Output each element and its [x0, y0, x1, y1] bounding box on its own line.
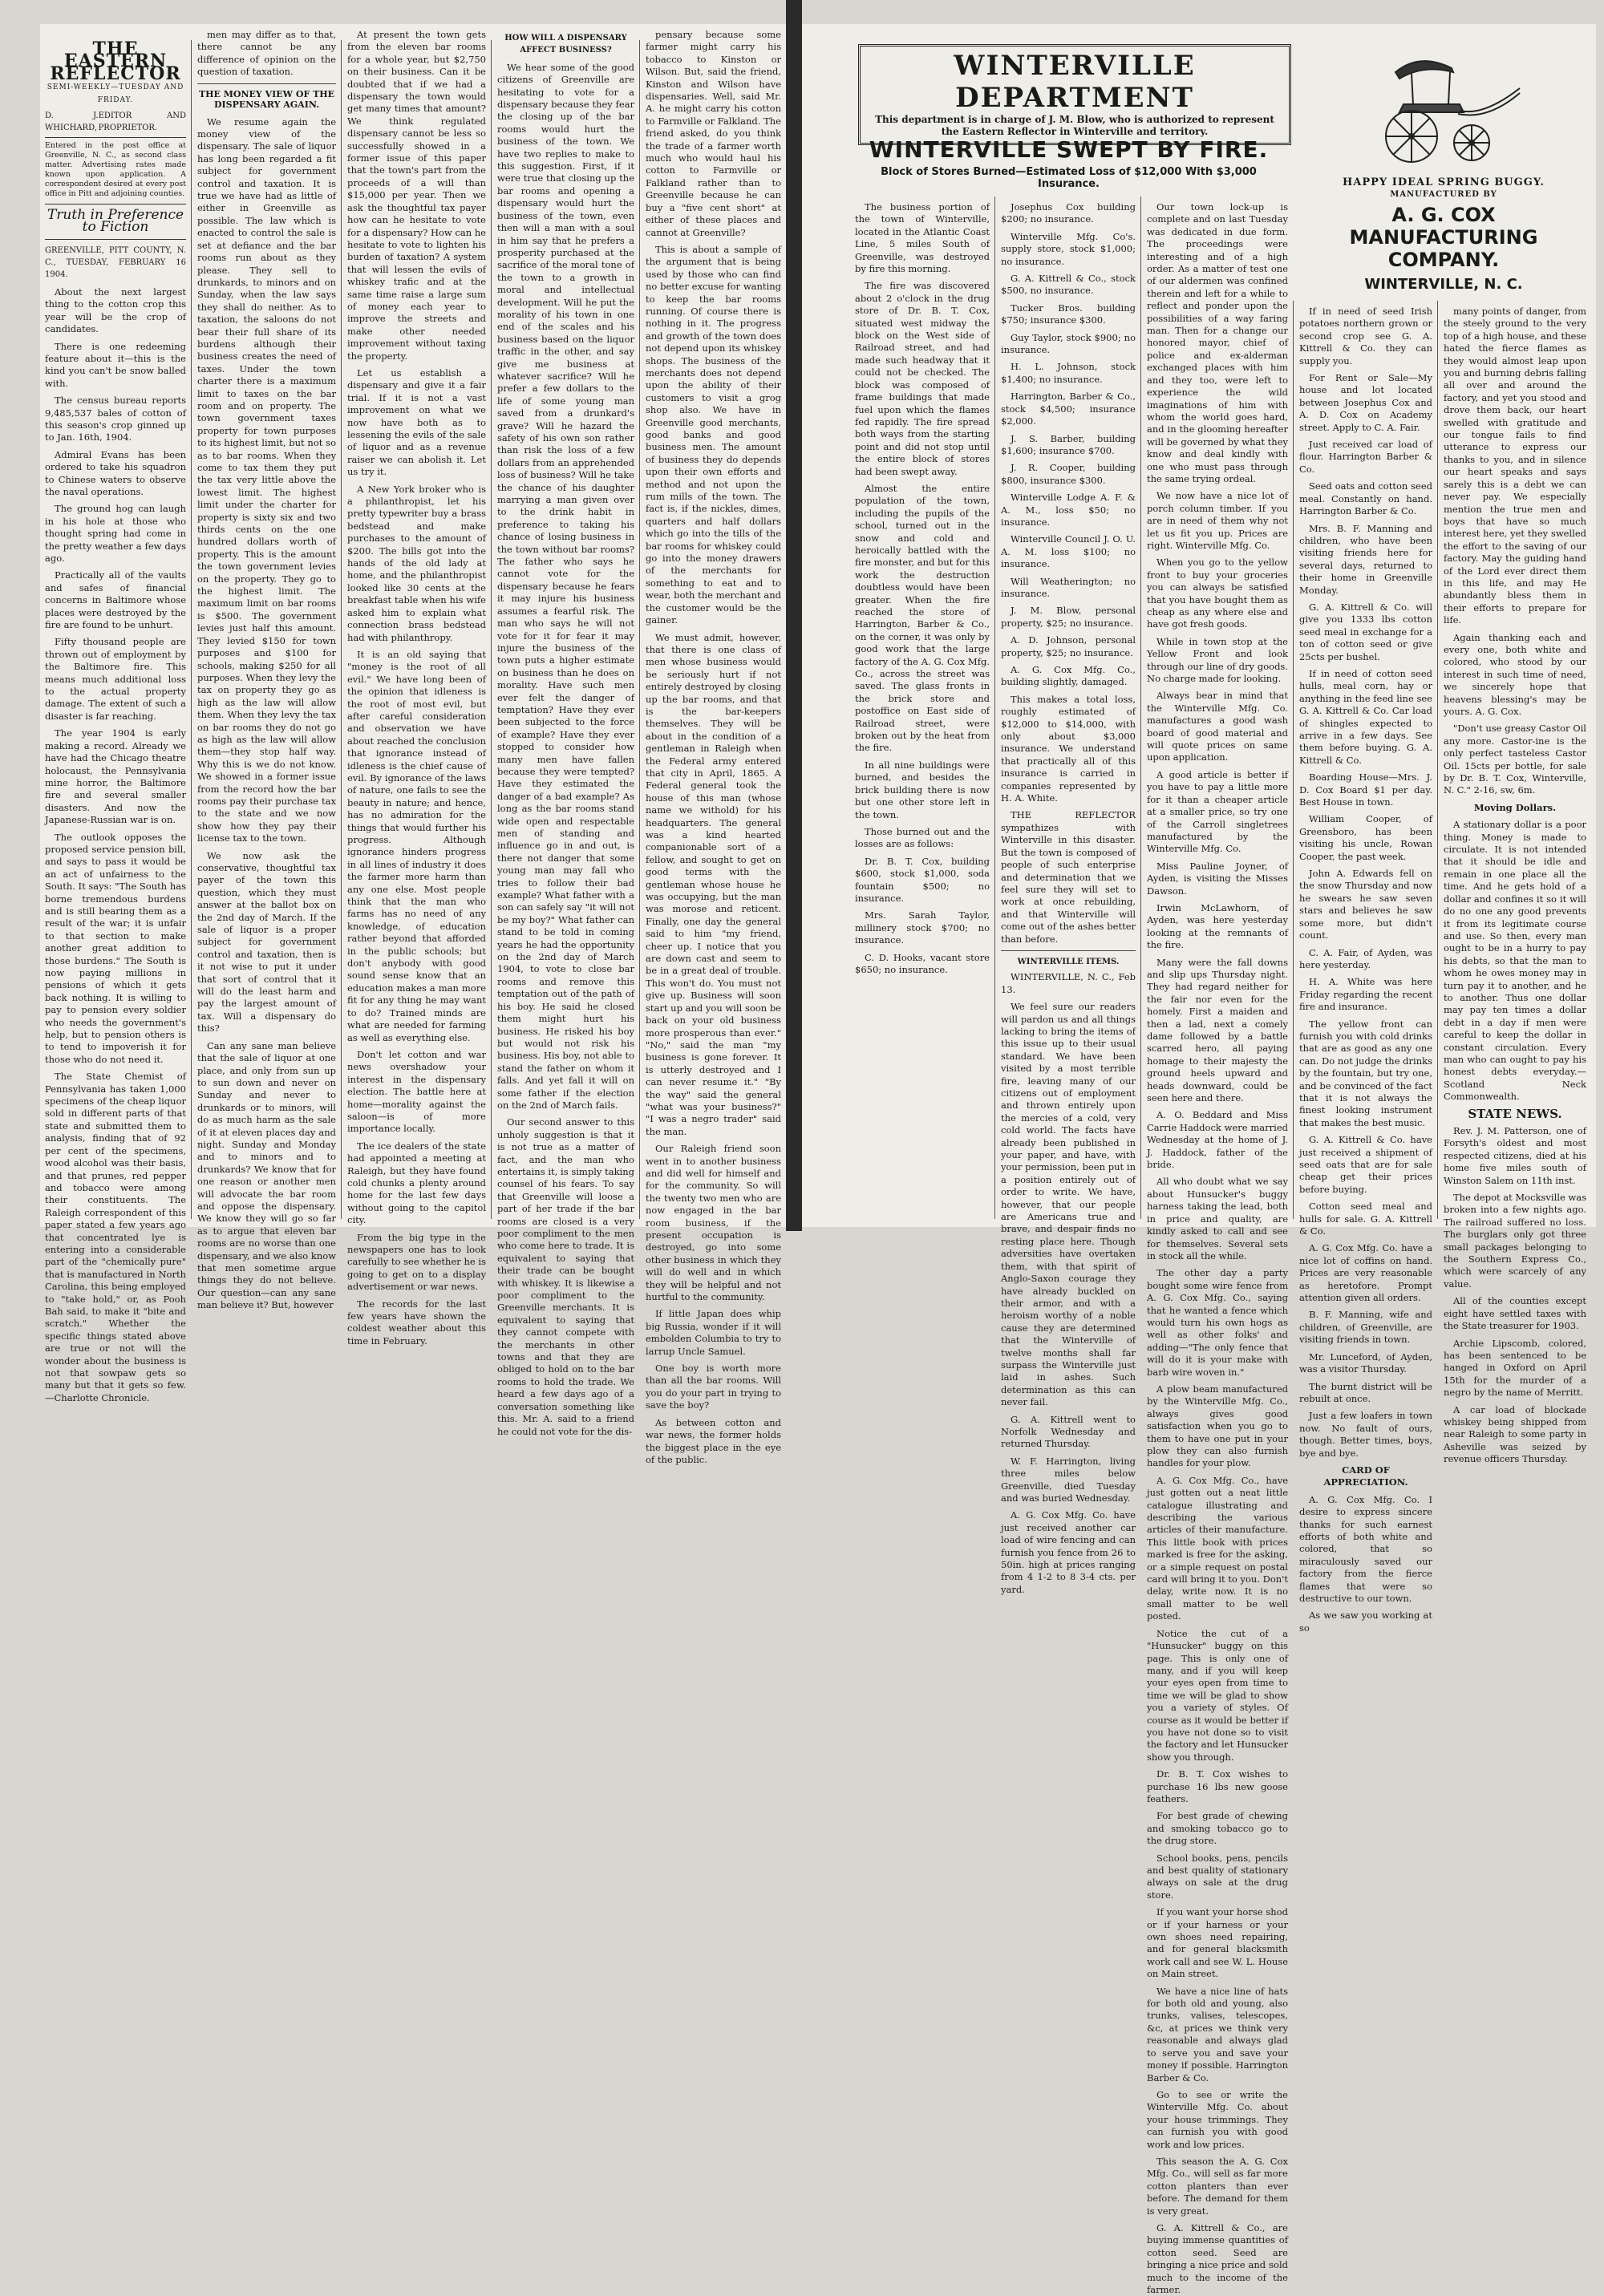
column-rule — [1437, 301, 1438, 1219]
editorial-headline: THE MONEY VIEW OF THE DISPENSARY AGAIN. — [198, 88, 335, 110]
article-paragraph: Moving Dollars. — [1473, 801, 1557, 813]
right-col2-paragraphs — [1001, 201, 1136, 946]
article-paragraph: Archie Lipscomb, colored, has been sentenced to be hanged in Oxford on April 15th for the murder of a negro by the name of Merritt. — [1444, 1337, 1586, 1399]
article-paragraph: The business portion of the town of Winterville, located in the Atlantic Coast Line, 5 miles South of Greenville, was destroyed by fire this morning. — [855, 201, 990, 275]
article-paragraph: Cotton seed meal and hulls for sale. G. A. Kittrell & Co. — [1299, 1201, 1432, 1237]
winterville-title: WINTERVILLE DEPARTMENT — [954, 50, 1196, 114]
article-paragraph: Winterville Mfg. Co's. supply store, stock $1,000; no insurance. — [1001, 230, 1136, 267]
article-paragraph: Go to see or write the Winterville Mfg. Co. about your house trimmings. They can furnish you with good work and low prices. — [1147, 2088, 1288, 2150]
article-paragraph: Just a few loafers in town now. No fault of ours, though. Better times, boys, bye and bye. — [1299, 1410, 1432, 1459]
left-col2-paragraphs — [197, 116, 336, 1312]
article-paragraph: Notice the cut of a "Hunsucker" buggy on this page. This is only one of many, and if you will keep your eyes open from time to time we will be glad to show you a variety of styles. Of course as it would be better if you have not done so to visit the factory and let Hunsucker show you through. — [1147, 1627, 1288, 1763]
article-paragraph: G. A. Kittrell & Co. will give you 1333 lbs cotton seed meal in exchange for a ton of cotton seed or give 25cts per bushel. — [1299, 601, 1432, 662]
article-paragraph: G. A. Kittrell & Co., are buying immense quantities of cotton seed. Seed are bringing a nice price and sold much to the income of the farmer. — [1147, 2221, 1288, 2295]
article-paragraph: John A. Edwards fell on the snow Thursday and now he swears he saw seven stars and believes he saw some more, but didn't count. — [1299, 868, 1432, 941]
article-paragraph: Winterville Council J. O. U. A. M. loss $100; no insurance. — [1001, 533, 1136, 570]
article-paragraph: pensary because some farmer might carry his tobacco to Kinston or Wilson. But, said the friend, Kinston and Wilson have dispensaries. Well, said Mr. A. he might carry his cotton to Farmville or Falkland. The friend asked, do you think the trade of a farmer worth much who would haul his cotton to Farmville or Falkland rather than to Greenville because he can buy a "five cent short" at either of these places and cannot at Greenville? — [646, 29, 781, 238]
article-paragraph: If in need of seed Irish potatoes northern grown or second crop see G. A. Kittrell & Co. they can supply you. — [1299, 306, 1432, 366]
column-rule — [341, 40, 342, 1219]
right-column-2 — [996, 196, 1140, 1595]
right-column-1 — [850, 196, 994, 1227]
article-paragraph: A. G. Cox Mfg. Co. I desire to express sincere thanks for such earnest efforts of both white and colored, that so miraculously saved our factory from the fierce flames that were so destructive to our town. — [1299, 1493, 1432, 1604]
masthead-publisher-line — [45, 110, 186, 138]
column-rule — [1140, 196, 1141, 1219]
buggy-advertisement — [1307, 40, 1580, 301]
article-paragraph: Dr. B. T. Cox, building $600, stock $1,000, soda fountain $500; no insurance. — [855, 855, 990, 904]
article-paragraph: Almost the entire population of the town, including the pupils of the school, turned out in the snow and cold and heroically battled with the fire monster, and but for this work the destruction doubtless would have been greater. When the fire reached the store of Harrington, Barber & Co., on the corner, it was only by good work that the large factory of the A. G. Cox Mfg. Co., across the street was saved. The glass fronts in the brick store and postoffice on East side of Railroad street, were broken out by the heat from the fire. — [855, 482, 990, 754]
ad-location: WINTERVILLE, N. C. — [1364, 276, 1523, 293]
right-column-3 — [1142, 196, 1293, 2295]
right-col2-items — [1001, 971, 1136, 1596]
article-paragraph: Admiral Evans has been ordered to take his squadron to Chinese waters to observe the naval operations. — [45, 448, 186, 497]
column-rule — [491, 40, 492, 1219]
article-paragraph: Dr. B. T. Cox wishes to purchase 16 lbs new goose feathers. — [1147, 1768, 1288, 1804]
article-paragraph: A. G. Cox Mfg. Co., have just gotten out a neat little catalogue illustrating and describing the various articles of their manufacture. This little book with prices marked is free for the asking, or a simple request on postal card will bring it to you. Don't delay, write now. It is no small matter to be well posted. — [1147, 1474, 1288, 1622]
divider — [1001, 950, 1136, 951]
article-paragraph: If you want your horse shod or if your harness or your own shoes need repairing, and for general blacksmith work call and see W. L. House on Main street. — [1147, 1906, 1288, 1980]
article-paragraph: The other day a party bought some wire fence from A. G. Cox Mfg. Co., saying that he wanted a fence which would turn his own hogs as well as other folks' and adding—"The only fence that will do it is your make with barb wire woven in." — [1147, 1267, 1288, 1378]
article-paragraph: Fifty thousand people are thrown out of employment by the Baltimore fire. This means much additional loss to the actual property damage. The extent of such a disaster is far reaching. — [45, 636, 186, 722]
left-col4-paragraphs — [497, 62, 634, 1438]
article-paragraph: The burnt district will be rebuilt at once. — [1299, 1380, 1432, 1404]
article-paragraph: Can any sane man believe that the sale of liquor at one place, and only from sun up to sun down and never on Sunday and never to drunkards or to minors, will do as much harm as the sale of it at eleven places day and night. Sunday and Monday and to minors and to drunkards? We know that for one reason or another men will advocate the bar room and oppose the dispensary. We know they will go so far as to argue that eleven bar rooms are no worse than one dispensary, and we also know that men sometime argue things they do not believe. Our question—can any sane man believe it? But, however — [197, 1039, 336, 1311]
right-column-4 — [1294, 301, 1437, 1634]
page-gutter — [786, 0, 802, 1231]
article-paragraph: H. A. White was here Friday regarding the recent fire and insurance. — [1299, 976, 1432, 1013]
article-paragraph: STATE NEWS. — [1468, 1106, 1562, 1121]
left-col1-paragraphs — [45, 286, 186, 1404]
right-column-5 — [1439, 301, 1591, 1465]
article-paragraph: Irwin McLawhorn, of Ayden, was here yesterday looking at the remnants of the fire. — [1147, 901, 1288, 951]
article-paragraph: A plow beam manufactured by the Winterville Mfg. Co., always gives good satisfaction when you go to them to have one put in your plow they can also furnish handles for your plow. — [1147, 1383, 1288, 1469]
article-paragraph: Practically all of the vaults and safes of financial concerns in Baltimore whose places were destroyed by the fire are found to be unhurt. — [45, 569, 186, 631]
fire-headline-block — [850, 136, 1287, 190]
article-paragraph: Mr. Lunceford, of Ayden, was a visitor Thursday. — [1299, 1350, 1432, 1375]
article-paragraph: B. F. Manning, wife and children, of Greenville, are visiting friends in town. — [1299, 1309, 1432, 1346]
article-paragraph: This is about a sample of the argument that is being used by those who can find no better excuse for wanting to keep the bar rooms running. Of course there is nothing in it. The progress and growth of the town does not depend upon its whiskey shops. The business of the merchants does not depend upon the ability of their customers to visit a grog shop also. We have in Greenville good merchants, good banks and good business men. The amount of business they do depends upon their own efforts and method and not upon the rum mills of the town. The fact is, if the nickles, dimes, quarters and half dollars which go into the tills of the bar rooms for whiskey could go into the money drawers of the merchants for something to eat and to wear, both the merchant and the customer would be the gainer. — [646, 243, 781, 626]
article-paragraph: A good article is better if you have to pay a little more for it than a cheaper article at a smaller price, so try one of the Carroll singletrees manufactured by the Winterville Mfg. Co. — [1147, 768, 1288, 855]
motto: Truth in Preference to Fiction — [45, 204, 186, 240]
article-paragraph: The depot at Mocksville was broken into a few nights ago. The railroad suffered no loss. The burglars only got three small packages belonging to the Southern Express Co., which were scarcely of any value. — [1444, 1192, 1587, 1290]
article-paragraph: men may differ as to that, there cannot be any difference of opinion on the question of taxation. — [197, 29, 336, 78]
article-paragraph: Our Raleigh friend soon went in to another business and did well for himself and for the community. So will the twenty two men who are now engaged in the bar room business, if the present occupation is destroyed, go into some other business in which they will do well and in which they will be helpful and not hurtful to the community. — [646, 1143, 781, 1303]
article-paragraph: William Cooper, of Greensboro, has been visiting his uncle, Rowan Cooper, the past week. — [1299, 813, 1432, 862]
article-paragraph: One boy is worth more than all the bar rooms. Will you do your part in trying to save the boy? — [646, 1363, 781, 1411]
article-paragraph: W. F. Harrington, living three miles below Greenville, died Tuesday and was buried Wednesday. — [1001, 1455, 1136, 1504]
article-paragraph: If little Japan does whip big Russia, wonder if it will embolden Columbia to try to larrup Uncle Samuel. — [646, 1308, 781, 1357]
article-paragraph: The yellow front can furnish you with cold drinks that are as good as any one can. Do not judge the drinks by the fountain, but try one, and be convinced of the fact that it is not always the finest looking instrument that makes the best music. — [1299, 1018, 1432, 1128]
article-paragraph: J. M. Blow, personal property, $25; no insurance. — [1001, 605, 1136, 629]
article-paragraph: Always bear in mind that the Winterville Mfg. Co. manufactures a good wash board of good material and will quote prices on same upon application. — [1147, 690, 1288, 763]
buggy-illustration — [1363, 40, 1524, 168]
article-paragraph: Again thanking each and every one, both white and colored, who stood by our interest in such time of need, we sincerely hope that heavens blessing's may be yours. A. G. Cox. — [1444, 631, 1586, 717]
left-column-5 — [641, 24, 786, 1465]
article-paragraph: While in town stop at the Yellow Front and look through our line of dry goods. No charge made for looking. — [1147, 635, 1288, 685]
article-paragraph: Winterville Lodge A. F. & A. M., loss $50; no insurance. — [1001, 492, 1136, 528]
article-paragraph: School books, pens, pencils and best quality of stationary always on sale at the drug store. — [1147, 1852, 1288, 1901]
article-paragraph: C. D. Hooks, vacant store $650; no insurance. — [855, 951, 990, 975]
publisher-role: EDITOR AND PROPRIETOR. — [98, 111, 186, 133]
article-paragraph: The year 1904 is early making a record. Already we have had the Chicago theatre holocaust, the Pennsylvania mine horror, the Baltimore fire and several smaller disasters. And now the Japanese-Russian war is on. — [45, 727, 186, 826]
divider — [197, 83, 336, 84]
article-paragraph: Miss Pauline Joyner, of Ayden, is visiting the Misses Dawson. — [1147, 860, 1288, 897]
article-paragraph: A. G. Cox Mfg. Co., building slightly, damaged. — [1001, 664, 1136, 688]
article-paragraph: A car load of blockade whiskey being shipped from near Raleigh to some party in Asheville was seized by revenue officers Thursday. — [1444, 1403, 1586, 1465]
left-page — [40, 24, 786, 1465]
article-paragraph: The ground hog can laugh in his hole at those who thought spring had come in the pretty weather a few days ago. — [45, 503, 186, 564]
article-paragraph: We now have a nice lot of porch column timber. If you are in need of them why not let us fit you up. Prices are right. Winterville Mfg. Co. — [1147, 490, 1288, 551]
article-paragraph: A. G. Cox Mfg. Co. have a nice lot of coffins on hand. Prices are very reasonable as heretofore. Prompt attention given all orders. — [1299, 1242, 1432, 1304]
article-paragraph: All who doubt what we say about Hunsucker's buggy harness taking the lead, both in price and quality, are kindly asked to call and see for themselves. Several sets in stock all the while. — [1147, 1176, 1288, 1261]
article-paragraph: It is an old saying that "money is the root of all evil." We have long been of the opinion that idleness is the root of most evil, but after careful consideration and observation we have about reached the conclusion that ignorance instead of idleness is the chief cause of evil. By ignorance of the laws of nature, one fails to see the beauty in nature; and hence, has no admiration for the things that would further his progress. Although ignorance hinders progress in all lines of industry it does the farmer more harm than any one else. Most people think that the man who farms has no need of any knowledge, of education rather beyond that afforded in the public schools; but don't anybody with good sound sense know that an education makes a man more fit for any thing he may want to do? Trained minds are what are needed for farming as well as everything else. — [347, 648, 486, 1043]
article-paragraph: The records for the last few years have shown the coldest weather about this time in February. — [347, 1298, 486, 1346]
article-paragraph: G. A. Kittrell & Co., stock $500, no insurance. — [1001, 273, 1136, 297]
article-paragraph: J. R. Cooper, building $800, insurance $300. — [1001, 462, 1136, 486]
article-paragraph: many points of danger, from the steely ground to the very top of a high house, and these hated the fierce flames as they would almost leap upon you and burning debris falling all over and around the factory, and yet you stood and drove them back, our heart swelled with gratitude and our tongue fails to find utterance to express our thanks to you, and in silence our heart speaks and says sarely this is a debt we can never pay. We especially mention the true men and boys that have so much interest here, yet they swelled the effort to the saving of our factory. May the guiding hand of the Lord ever direct them in this life, and may He abundantly bless them in their efforts to prepare for life. — [1444, 306, 1586, 626]
article-paragraph: Our town lock-up is complete and on last Tuesday was dedicated in due form. The proceedings were interesting and of a high order. As a matter of test one of our aldermen was confined therein and left for a while to reflect and ponder upon the possibilities of a way faring man. Then for a change our honored mayor, chief of police and ex-alderman exchanged places with him and they too, were left to experience the wild imaginations of him with whom the world goes hard, and in the glooming hereafter will be governed by what they know and deal kindly with one who must pass through the same trying ordeal. — [1147, 201, 1288, 484]
article-paragraph: G. A. Kittrell & Co. have just received a shipment of seed oats that are for sale cheap get their prices before buying. — [1299, 1134, 1432, 1195]
left-col5-paragraphs — [646, 29, 781, 1466]
column-rule — [1293, 301, 1294, 1219]
article-paragraph: For Rent or Sale—My house and lot located between Josephus Cox and A. D. Cox on Academy street. Apply to C. A. Fair. — [1299, 372, 1432, 433]
masthead-title: THE EASTERN REFLECTOR — [50, 38, 181, 84]
article-paragraph: Josephus Cox building $200; no insurance. — [1001, 201, 1136, 225]
left-column-4 — [492, 24, 639, 1437]
article-paragraph: About the next largest thing to the cotton crop this year will be the crop of candidates. — [45, 285, 186, 335]
column-rule — [639, 40, 640, 1219]
right-page — [802, 24, 1596, 2295]
article-paragraph: A. D. Johnson, personal property, $25; no insurance. — [1001, 634, 1136, 658]
article-paragraph: Don't let cotton and war news overshadow your interest in the dispensary election. The battle here at home—morality against the saloon—is of more importance locally. — [347, 1048, 486, 1135]
article-paragraph: At present the town gets from the eleven bar rooms for a whole year, but $2,750 on their business. Can it be doubted that if we had a dispensary the town would get many times that amount? We think regulated dispensary cannot be less so successfully showed in a former issue of this paper that the town's part from the proceeds of a will than $15,000 per year. Then we ask the thoughtful tax payer how can he hesitate to vote for a dispensary? How can he hesitate to vote to lighten his burden of taxation? A system that will lessen the evils of whiskey trafic and at the same time raise a large sum of money each year to improve the streets and make other needed improvement without taxing the property. — [347, 29, 486, 362]
article-paragraph: We resume again the money view of the dispensary. The sale of liquor has long been regarded a fit subject for government control and taxation. It is true we have had as little of either in Greenville as possible. The law which is enacted to control the sale is set at defiance and the bar rooms run about as they please. They sell to drunkards, to minors and on Sunday, when the law says they shall do neither. As to taxation, the saloons do not bear their full share of its burdens although their business creates the need of taxes. Under the town charter there is a maximum limit to taxes on the bar room and on property. The town government taxes property for town purposes to its highest limit, but not so as to bar rooms. When they come to tax them they put the tax very little above the lowest limit. The highest limit under the charter for property is sixty six and two thirds cents on the one hundred dollars worth of property. This is the amount the town government levies on the property. They go to the highest limit. The maximum limit on bar rooms is $500. The government levies just half this amount. They levied $150 for town purposes and $100 for schools, making $250 for all purposes. When they levy the tax on property they go as high as the law will allow them. When they levy the tax on bar rooms they do not go as high as the law will allow them—they stop half way. Why this is we do not know. We showed in a former issue from the record how the bar rooms pay their purchase tax to the state and we now show how they pay their license tax to the town. — [197, 115, 336, 844]
left-column-1 — [40, 24, 191, 1403]
article-paragraph: The outlook opposes the proposed service pension bill, and says to pass it would be an act of unfairness to the South. It says: "The South has borne tremendous burdens and is still bearing them as a result of the war; it is unfair to that section to make another great addition to those burdens." The South is now paying millions in pensions of which it gets back nothing. It is willing to pay to pension every soldier who needs the government's help, but to pension others is to tend to impoverish it for those who do not need it. — [45, 831, 186, 1065]
article-paragraph: We must admit, however, that there is one class of men whose business would be seriously hurt if not entirely destroyed by closing up the bar rooms, and that is the bar-keepers themselves. They will be about in the condition of a gentleman in Raleigh when the Federal army entered that city in April, 1865. A Federal general took the house of this man (whose name we withold) for his headquarters. The general was a kind hearted companionable sort of a fellow, and sought to get on good terms with the gentleman whose house he was occupying, but the man was morose and reticent. Finally, one day the general said to him "my friend, cheer up. I notice that you are down cast and seem to be in a great deal of trouble. This won't do. You must not give up. Business will soon start up and you will soon be back on your old business more prosperous than ever." "No," said the man "my business is gone forever. It is utterly destroyed and I can never resume it." "By the way" said the general "what was your business?" "I was a negro trader" said the man. — [646, 631, 781, 1137]
article-paragraph: Mrs. B. F. Manning and children, who have been visiting friends here for several days, returned to their home in Greenville Monday. — [1299, 522, 1432, 596]
article-paragraph: We now ask the conservative, thoughtful tax payer of the town this question, which they must answer at the ballot box on the 2nd day of March. If the sale of liquor is a proper subject for government control and taxation, then is it not wise to put it under that sort of control that it will do the least harm and pay the largest amount of tax. Will a dispensary do this? — [197, 849, 336, 1035]
article-paragraph: We hear some of the good citizens of Greenville are hesitating to vote for a dispensary because they fear the closing up of the bar rooms would hurt the business of the town. We have two replies to make to this suggestion. First, if it were true that closing up the bar rooms and opening a dispensary would hurt the business of the town, even then will a man with a soul in him say that he prefers a prosperity purchased at the sacrifice of the moral tone of the town to a growth in moral and intellectual development. Will he put the morality of his town in one end of the scales and his business based on the liquor traffic in the other, and say give me business at whatever sacrifice? Will he prefer a few dollars to the life of some young man saved from a drunkard's grave? Will he hazard the safety of his own son rather than risk the loss of a few dollars from an apprehended loss of business? Will he take the chance of his daughter marrying a man given over to the drink habit in preference to taking his chance of losing business in the town without bar rooms? The father who says he cannot vote for the dispensary because he fears it may injure his business assumes a fearful risk. The man who says he will not vote for it for fear it may injure the business of the town puts a higher estimate on business than he does on morality. Have such men ever felt the danger of temptation? Have they ever been subjected to the force of example? Have they ever stopped to consider how many men have fallen because they were tempted? Have they estimated the danger of a bad example? As long as the bar rooms stand wide open and respectable men of standing and influence go in and out, is there not danger that some young man may fall who tries to follow their bad example? What father with a son can safely say "it will not be my boy?" What father can stand to be told in coming years he had the opportunity on the 2nd day of March 1904, to vote to close bar rooms and remove this temptation out of the path of his boy. He said he closed them might hurt his business. He risked his boy but would not risk his business. His boy, not able to stand the father on whom it falls. And yet fall it will on some father if the election on the 2nd of March fails. — [497, 61, 634, 1111]
article-paragraph: As between cotton and war news, the former holds the biggest place in the eye of the public. — [646, 1416, 781, 1465]
right-col3-paragraphs — [1147, 201, 1288, 2296]
article-paragraph: Our second answer to this unholy suggestion is that it is not true as a matter of fact, and the man who entertains it, is simply taking counsel of his fears. To say that Greenville will loose a part of her trade if the bar rooms are closed is a very poor compliment to the men who come here to trade. It is equivalent to saying that their trade can be bought with whiskey. It is likewise a poor compliment to the Greenville merchants. It is equivalent to saying that they cannot compete with the merchants in other towns and that they are obliged to hold on to the bar rooms to hold the trade. We heard a few days ago of a conversation something like this. Mr. A. said to a friend he could not vote for the dis- — [497, 1116, 634, 1437]
dispensary-headline: HOW WILL A DISPENSARY AFFECT BUSINESS? — [504, 34, 627, 55]
right-col1-paragraphs — [855, 201, 990, 976]
left-column-2 — [192, 24, 341, 1311]
article-paragraph: If in need of cotton seed hulls, meal corn, hay or anything in the feed line see G. A. Kittrell & Co. Car load of shingles expected to arrive in a few days. See them before buying. G. A. Kittrell & Co. — [1299, 667, 1432, 766]
article-paragraph: A stationary dollar is a poor thing. Money is made to circulate. It is not intended that it should be idle and remain in one place all the time. And he gets hold of a dollar and confines it so it will do no one any good prevents it from its legitimate course and use. So then, every man ought to be in a hurry to pay his debts, so that the man to whom he owes money may in turn pay it to another, and he to another. Thus one dollar may pay ten times a dollar debt in a day if men were careful to keep the dollar in constant circulation. Every man who can ought to pay his honest debts everyday.—Scotland Neck Commonwealth. — [1444, 819, 1586, 1103]
article-paragraph: In all nine buildings were burned, and besides the brick building there is now but one other store left in the town. — [855, 759, 990, 820]
article-paragraph: Will Weatherington; no insurance. — [1001, 575, 1136, 599]
article-paragraph: WINTERVILLE, N. C., Feb 13. — [1001, 971, 1136, 995]
article-paragraph: This makes a total loss, roughly estimated of $12,000 to $14,000, with only about $3,000 insurance. We understand that practically all of this insurance is carried in companies represented by H. A. White. — [1001, 693, 1136, 804]
column-rule — [191, 40, 192, 1219]
ad-company-name: A. G. COX MANUFACTURING COMPANY. — [1349, 204, 1538, 271]
article-paragraph: We feel sure our readers will pardon us and all things lacking to bring the items of this issue up to their usual standard. We have been visited by a most terrible fire, leaving many of our citizens out of employment and thrown entirely upon the mercies of a cold, very cold world. The facts have already been published in your paper, and have, with your permission, been put in a position entirely out of order to write. We have, however, that our people are Americans true and brave, and despair finds no resting place here. Though adversities have overtaken them, with that spirit of Anglo-Saxon courage they have already buckled on their armor, and with a heroism worthy of a noble cause they are determined that the Winterville of twelve months shall far surpass the Winterville just laid in ashes. Such determination as this can never fail. — [1001, 1001, 1136, 1408]
article-paragraph: Tucker Bros. building $750; insurance $300. — [1001, 302, 1136, 326]
entered-notice: Entered in the post office at Greenville, N. C., as second class matter. Advertising rates made known upon application. A correspondent desired at every post office in Pitt and adjoining counties. — [45, 140, 186, 198]
article-paragraph: C. A. Fair, of Ayden, was here yesterday. — [1299, 946, 1432, 970]
dateline: GREENVILLE, PITT COUNTY, N. C., TUESDAY, FEBRUARY 16 1904. — [45, 245, 186, 280]
article-paragraph: We have a nice line of hats for both old and young, also trunks, valises, telescopes, &c, at prices we think very reasonable and always glad to serve you and save your money if possible. Harrington Barber & Co. — [1147, 1985, 1288, 2083]
article-paragraph: For best grade of chewing and smoking tobacco go to the drug store. — [1147, 1810, 1288, 1847]
article-paragraph: A. G. Cox Mfg. Co. have just received another car load of wire fencing and can furnish you fence from 26 to 50in. high at prices ranging from 4 1-2 to 8 3-4 cts. per yard. — [1001, 1509, 1136, 1595]
left-col3-paragraphs — [347, 29, 486, 1347]
masthead-subtitle: SEMI-WEEKLY—TUESDAY AND FRIDAY. — [47, 83, 184, 104]
article-paragraph: THE REFLECTOR sympathizes with Winterville in this disaster. But the town is composed of people of such enterprise and determination that we feel sure they will set to work at once rebuilding, and that Winterville will come out of the ashes better than before. — [1001, 809, 1136, 945]
article-paragraph: Mrs. Sarah Taylor, millinery stock $700; no insurance. — [855, 909, 990, 946]
article-paragraph: This season the A. G. Cox Mfg. Co., will sell as far more cotton planters than ever before. The demand for them is very great. — [1147, 2155, 1288, 2217]
article-paragraph: The State Chemist of Pennsylvania has taken 1,000 specimens of the cheap liquor sold in different parts of that state and submitted them to analysis, finding that of 92 per cent of the specimens, wood alcohol was their basis, and that prunes, red pepper and tobacco were among their constituents. The Raleigh correspondent of this paper stated a few years ago that concentrated lye is entering into a considerable part of the "chemically pure" that is manufactured in North Carolina, this being employed to "take hold," or, as Pooh Bah said, to make it "bite and scratch." Whether the specific things stated above are true or not will the wonder about the business is not that sowpaw gets so many but that it gets so few.—Charlotte Chronicle. — [45, 1071, 186, 1403]
article-paragraph: Those burned out and the losses are as follows: — [855, 825, 990, 850]
winterville-banner — [858, 44, 1291, 145]
left-col2-prefix — [197, 29, 336, 79]
article-paragraph: As we saw you working at so — [1299, 1610, 1432, 1634]
article-paragraph: A. O. Beddard and Miss Carrie Haddock were married Wednesday at the home of J. J. Haddock, father of the bride. — [1147, 1109, 1288, 1171]
winterville-subtitle: This department is in charge of J. M. Blow, who is authorized to represent the Eastern Reflector in Winterville and territory. — [875, 114, 1274, 137]
article-paragraph: G. A. Kittrell went to Norfolk Wednesday and returned Thursday. — [1001, 1413, 1136, 1450]
article-paragraph: H. L. Johnson, stock $1,400; no insurance. — [1001, 361, 1136, 385]
article-paragraph: The fire was discovered about 2 o'clock in the drug store of Dr. B. T. Cox, situated west midway the block on the West side of Railroad street, and had made such headway that it could not be checked. The block was composed of frame buildings that made fuel upon which the flames fed rapidly. The fire spread both ways from the starting point and did not stop until the entire block of stores had been swept away. — [855, 280, 990, 477]
article-paragraph: Seed oats and cotton seed meal. Constantly on hand. Harrington Barber & Co. — [1299, 480, 1432, 517]
article-paragraph: J. S. Barber, building $1,600; insurance $700. — [1001, 432, 1136, 456]
article-paragraph: Harrington, Barber & Co., stock $4,500; insurance $2,000. — [1001, 391, 1136, 427]
winterville-items-head: WINTERVILLE ITEMS. — [1017, 957, 1120, 966]
article-paragraph: There is one redeeming feature about it—this is the kind you can't be snow balled with. — [45, 340, 186, 389]
article-paragraph: A New York broker who is a philanthropist, let his pretty typewriter buy a brass bedstead and make purchases to the amount of $200. The bills got into the hands of the old lady at home, and the philanthropist looked like 30 cents at the breakfast table when his wife asked him to explain what connection brass bedstead had with philanthropy. — [347, 483, 486, 643]
article-paragraph: The census bureau reports 9,485,537 bales of cotton of this season's crop ginned up to Jan. 16th, 1904. — [45, 395, 186, 443]
article-paragraph: Rev. J. M. Patterson, one of Forsyth's oldest and most respected citizens, died at his home five miles south of Winston Salem on 11th inst. — [1444, 1125, 1586, 1186]
right-col4-paragraphs — [1299, 306, 1432, 1634]
article-paragraph: The ice dealers of the state had appointed a meeting at Raleigh, but they have found cold chunks a plenty around home for the last few days without going to the capitol city. — [347, 1140, 486, 1226]
publisher-name: D. J. WHICHARD, — [45, 111, 99, 133]
fire-headline: WINTERVILLE SWEPT BY FIRE. — [869, 136, 1269, 163]
article-paragraph: Just received car load of flour. Harrington Barber & Co. — [1299, 439, 1432, 475]
left-column-3 — [342, 24, 491, 1346]
article-paragraph: "Don't use greasy Castor Oil any more. Castor-ine is the only perfect tasteless Castor Oil. 15cts per bottle, for sale by Dr. B. T. Cox, Winterville, N. C." 2-16, sw, 6m. — [1444, 723, 1586, 796]
article-paragraph: From the big type in the newspapers one has to look carefully to see whether he is going to get on to a display advertisement or war news. — [347, 1231, 486, 1293]
ad-caption: HAPPY IDEAL SPRING BUGGY. — [1343, 176, 1545, 188]
article-paragraph: Many were the fall downs and slip ups Thursday night. They had regard neither for the fair nor even for the homely. First a maiden and then a lad, next a comely dame followed by a battle scarred hero, all paying homage to their majesty the ground heels upward and heads downward, could be seen here and there. — [1147, 956, 1288, 1104]
article-paragraph: Let us establish a dispensary and give it a fair trial. If it is not a vast improvement on what we now have both as to lessening the evils of the sale of liquor and as a revenue raiser we can abolish it. Let us try it. — [347, 366, 486, 478]
column-rule — [994, 196, 995, 1219]
article-paragraph: Guy Taylor, stock $900; no insurance. — [1001, 331, 1136, 356]
article-paragraph: Boarding House—Mrs. J. D. Cox Board $1 per day. Best House in town. — [1299, 771, 1432, 808]
article-paragraph: All of the counties except eight have settled taxes with the State treasurer for 1903. — [1444, 1295, 1586, 1332]
fire-subheadline: Block of Stores Burned—Estimated Loss of $12,000 With $3,000 Insurance. — [881, 166, 1257, 190]
article-paragraph: CARD OF APPRECIATION. — [1323, 1464, 1408, 1488]
ad-manufactured-by: MANUFACTURED BY — [1390, 190, 1497, 199]
article-paragraph: When you go to the yellow front to buy your groceries you can always be satisfied that you have bought them as cheap as any where else and have got fresh goods. — [1147, 557, 1288, 630]
right-col5-paragraphs — [1444, 306, 1586, 1466]
